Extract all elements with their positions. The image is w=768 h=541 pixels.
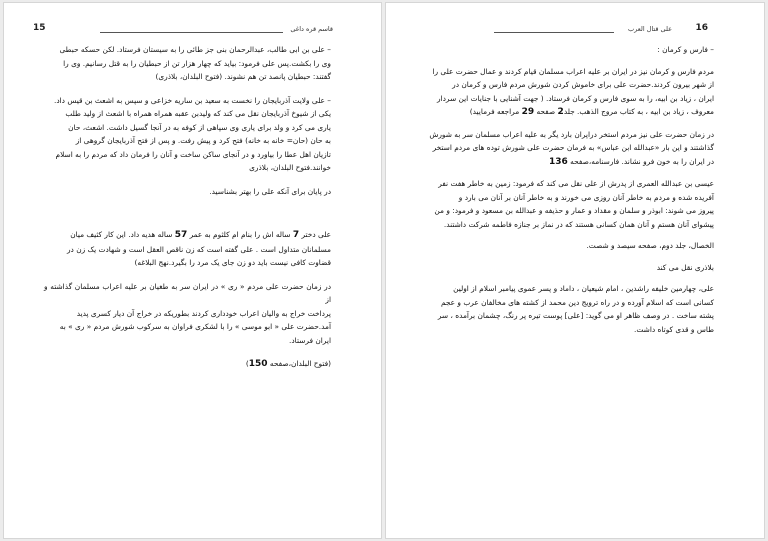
number-highlight: 136 [548,156,568,167]
text-line [44,148,331,162]
text-run: به حان (حان= خانه به خانه) فتح کرد و پیش رفت. و پس از فتح آذربایجان گروهی از [75,136,331,145]
right-page [385,2,765,539]
text-line [44,256,331,270]
text-line [426,296,714,310]
paragraph [426,177,714,231]
text-run: طاس و قدی کوتاه داشت. [634,324,714,334]
text-run: آفریده شده و مردم به خاطر آنان روزی می خورند و به خاطر آنان بر آنان می بارد و [458,192,714,202]
text-line [426,239,714,253]
page-header [4,23,381,37]
text-line [44,121,331,135]
paragraph [426,282,714,336]
text-line [426,92,714,106]
page-body [386,43,764,336]
text-line [426,323,714,337]
text-run: علی، چهارمین خلیفه راشدین ، امام شیعیان ، داماد و پسر عموی پیامبر اسلام از اولین [453,284,714,293]
paragraph [426,128,714,170]
text-run: – علی بن ابی طالب، عبدالرحمان بنی جز طائی را به سیستان فرستاد. لکن حسکه حبطی [59,45,331,54]
text-run: – علی ولایت آذربایجان را نخست به سعید بن ساریه خزاعی و سپس به اشعث بن قیس داد. [53,95,331,105]
paragraph [426,261,714,275]
left-page [3,2,382,539]
text-line [426,218,714,232]
header-rule [100,32,283,33]
text-run: مردم فارس و کرمان نیز در ایران بر علیه اعراب مسلمان قیام کردند و عمال حضرت علی را [432,66,714,76]
text-line [426,204,714,218]
number-highlight: 29 [521,107,535,117]
page-number: 15 [33,23,46,33]
text-run: ساله اش را بنام ام کلثوم به عمر [187,230,293,239]
text-line [44,307,331,321]
text-run: پشته ساخت . در وصف ظاهر او می گوید: [علی] پوست تیره پر رنگ، چشمان برآمده ، سر [437,311,714,320]
text-run: مسلمانان متداول است . علی گفته است که زن ناقص العقل است و شهادت یک زن در [66,244,331,254]
text-run: گذاشتند و این بار «عبدالله ابن عباس» به فرمان حضرت علی شورش توده های مردم استخر [432,143,714,152]
text-line [426,282,714,296]
text-run: عیسی بن عبدالله العمری از پدرش از علی نقل می کند که فرمود: زمین به خاطر هفت نفر [438,179,714,188]
text-run: الخصال، جلد دوم، صفحه سیصد و شصت. [586,241,714,250]
paragraph [426,239,714,253]
text-line [426,65,714,79]
number-highlight: 150 [248,359,268,369]
header-rule [494,32,614,33]
paragraph [44,94,331,175]
paragraph [44,43,331,84]
paragraph [426,43,714,57]
text-run: آمد.حضرت علی « ابو موسی » را با لشکری فراوان به سرکوب شورش مردم « ری » به [59,322,331,331]
page-header [386,23,764,37]
number-highlight: 57 [174,230,188,240]
text-run: ) [245,359,249,368]
text-line [44,185,331,199]
text-line [426,191,714,205]
paragraph [44,228,331,270]
text-run: در زمان حضرت علی مردم « ری » در ایران سر به طغیان بر علیه اعراب مسلمان گذاشته و از [44,281,331,304]
page-body [4,43,381,372]
text-run: از شهر بیرون کردند.حضرت علی برای خاموش کردن شورش مردم فارس و کرمان در [452,80,714,89]
text-line [44,70,331,84]
text-run: پیروز می شوند: ابوذر و سلمان و مقداد و عمار و حذیفه و عبدالله بن مسعود و فرمود: و من [434,206,714,215]
text-line [426,141,714,155]
text-run: ساله هدیه داد. این کار کثیف میان [70,230,175,239]
paragraph [44,280,331,348]
text-line [426,128,714,142]
text-line [426,155,714,170]
text-run: پرداخت خراج به والیان اعراب خودداری کردند بطوریکه در خراج آن دیار کسری پدید [76,308,331,318]
text-run: مراجعه فرمایید) [469,107,522,116]
text-line [44,243,331,257]
number-highlight: 2 [557,107,564,117]
text-line [44,57,331,71]
text-run: تازیان اهل عطا را بیاورد و در آنجای ساکن ساخت و آنان را فرمان داد که مردم را به اسلام [55,149,331,159]
text-line [44,43,331,57]
text-run: کسانی است که اسلام آورده و در راه ترویج دین محمد از کشته های مخالفان عرب و عجم [440,297,714,307]
text-line [44,357,331,372]
text-line [426,43,714,57]
text-run: علی دختر [299,230,331,239]
text-run: یکی از شیوخ آذربایجان نقل می کند که ولیدبن عقبه همراه همراه با اشعث از ولید طلب [65,109,331,118]
text-line [426,177,714,191]
text-line [44,94,331,108]
text-line [426,105,714,120]
text-run: گفتند: حبطیان پانصد تن هم نشوند. (فتوح البلدان، بلاذری) [155,72,331,81]
text-run: معروف ، زیاد بن ابیه ، به کتاب مروج الذهب. جلد [563,107,714,116]
page-number: 16 [695,23,708,33]
running-title: علی قتال العرب [628,25,672,33]
text-run: ایران ، زیاد بن ابیه، را به سوی فارس و کرمان فرستاد. ( جهت آشنایی با جنایات این سردار [436,93,714,103]
text-run: قضاوت کافی نیست باید دو زن جای یک مرد را بگیرد.نهج البلاغه) [134,258,331,267]
text-line [44,280,331,307]
text-run: خوانند.فتوح البلدان، بلاذری [249,163,331,172]
text-run: در زمان حضرت علی نیز مردم استخر دراپران بارد یگر به علیه اعراب مسلمان سر به شورش [429,129,714,139]
text-line [426,261,714,275]
text-run: وی را بکشت.پس علی فرمود: بیاید که چهار هزار تن از حبطیان را به قتل رسانیم. وی را [63,58,331,68]
paragraph [44,357,331,372]
text-run: یاری می کرد و ولد برای یاری وی سپاهی از کوفه به در آنجا گسیل داشت. اشعث، حان [68,122,331,132]
text-line [426,78,714,92]
text-line [44,134,331,148]
paragraph [44,185,331,199]
paragraph [426,65,714,120]
number-highlight: 7 [292,230,300,240]
text-run: در ایران را به خون فرو نشاند. فارسنامه،صفحه [567,156,714,166]
text-line [44,107,331,121]
text-run: – فارس و کرمان : [657,45,714,54]
text-run: صفحه [534,107,558,116]
text-line [44,334,331,348]
text-line [44,161,331,175]
running-title: قاسم قره داغی [290,25,333,33]
text-run: بلاذری نقل می کند [656,262,714,272]
text-line [44,320,331,334]
text-run: (فتوح البلدان،صفحه [267,359,331,368]
text-line [426,309,714,323]
text-run: ایران فرستاد. [289,335,331,345]
text-run: پیشوای آنان هستم و آنان همان کسانی هستند که در نماز بر جنازه فاطمه شرکت داشتند. [443,219,714,229]
text-run: در پایان برای آنکه علی را بهتر بشناسید. [209,186,331,196]
text-line [44,228,331,243]
